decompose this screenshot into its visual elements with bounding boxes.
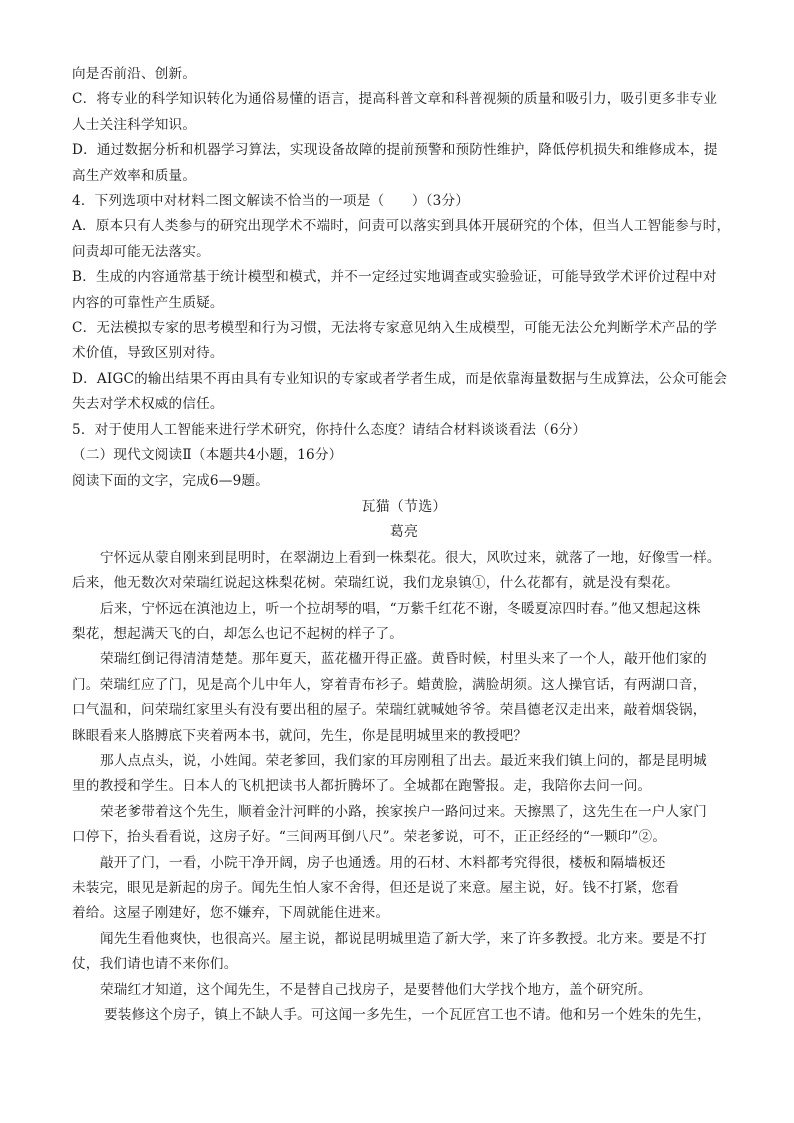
q4-option-a-line-1: A．原本只有人类参与的研究出现学术不端时，问责可以落实到具体开展研究的个体，但当人工智能参与时， bbox=[72, 218, 731, 235]
option-d-line-2: 高生产效率和质量。 bbox=[72, 167, 197, 184]
q4-option-c-line-2: 术价值，导致区别对待。 bbox=[72, 345, 224, 362]
paragraph-line: 口气温和，问荣瑞红家里头有没有要出租的屋子。荣瑞红就喊她爷爷。荣昌德老汉走出来，敲着烟袋锅， bbox=[72, 702, 707, 719]
paragraph-line: 梨花，想起满天飞的白，却怎么也记不起树的样子了。 bbox=[72, 625, 404, 642]
article-author: 葛亮 bbox=[389, 524, 419, 541]
paragraph-line: 未装完，眼见是新起的房子。闻先生怕人家不舍得，但还是说了来意。屋主说，好。钱不打紧，您看 bbox=[72, 880, 679, 896]
q4-option-b-line-1: B．生成的内容通常基于统计模型和模式，并不一定经过实地调查或实验验证，可能导致学术评价过程中对 bbox=[72, 269, 717, 286]
q4-option-a-line-2: 问责却可能无法落实。 bbox=[72, 243, 210, 260]
paragraph-line: 着给。这屋子刚建好，您不嫌弃，下周就能住进来。 bbox=[72, 905, 390, 922]
section-heading: （二）现代文阅读Ⅱ（本题共4小题，16分） bbox=[72, 447, 343, 464]
paragraph-line: 要装修这个房子，镇上不缺人手。可这闻一多先生，一个瓦匠宫工也不请。他和另一个姓朱的先生， bbox=[104, 1007, 711, 1024]
q4-option-d-line-2: 失去对学术权威的信任。 bbox=[72, 396, 224, 413]
article-body bbox=[72, 546, 736, 1029]
paragraph-line: 口停下，抬头看看说，这房子好。“三间两耳倒八尺”。荣老爹说，可不，正正经经的“一颗印”②。 bbox=[72, 829, 667, 846]
option-d-line-1: D．通过数据分析和机器学习算法，实现设备故障的提前预警和预防性维护，降低停机损失和维修成本，提 bbox=[72, 142, 718, 159]
question-4: 4．下列选项中对材料二图文解读不恰当的一项是（ ）（3分） bbox=[72, 193, 470, 210]
text-line: 向是否前沿、创新。 bbox=[72, 66, 197, 82]
paragraph-line: 宁怀远从蒙自刚来到昆明时，在翠湖边上看到一株梨花。很大，风吹过来，就落了一地，好像雪一样。 bbox=[100, 549, 721, 566]
questions-section bbox=[72, 62, 736, 494]
paragraph-line: 敲开了门，一看，小院干净开阔，房子也通透。用的石材、木料都考究得很，楼板和隔墙板还 bbox=[100, 854, 666, 871]
paragraph-line: 荣瑞红倒记得清清楚楚。那年夏天，蓝花楹开得正盛。黄昏时候，村里头来了一个人，敲开他们家的 bbox=[100, 651, 707, 668]
paragraph-line: 那人点点头，说，小姓闻。荣老爹回，我们家的耳房刚租了出去。最近来我们镇上问的，都是昆明城 bbox=[100, 752, 707, 769]
paragraph-line: 门。荣瑞红应了门，见是高个儿中年人，穿着青布衫子。蜡黄脸，满脸胡须。这人操官话，有两湖口音， bbox=[72, 676, 707, 693]
paragraph-line: 荣瑞红才知道，这个闻先生，不是替自己找房子，是要替他们大学找个地方，盖个研究所。 bbox=[100, 981, 652, 998]
paragraph-line: 荣老爹带着这个先生，顺着金汁河畔的小路，挨家挨户一路问过来。天擦黑了，这先生在一户人家门 bbox=[100, 803, 707, 820]
paragraph-line: 闻先生看他爽快，也很高兴。屋主说，都说昆明城里造了新大学，来了许多教授。北方来。要是不打 bbox=[100, 930, 707, 947]
question-5: 5．对于使用人工智能来进行学术研究，你持什么态度？请结合材料谈谈看法（6分） bbox=[72, 421, 587, 438]
option-c-line-2: 人士关注科学知识。 bbox=[72, 116, 197, 133]
q4-option-d-line-1: D．AIGC的输出结果不再由具有专业知识的专家或者学者生成，而是依靠海量数据与生成算法，公众可能会 bbox=[72, 370, 728, 387]
option-c-line-1: C．将专业的科学知识转化为通俗易懂的语言，提高科普文章和科普视频的质量和吸引力，吸引更多非专业 bbox=[72, 91, 718, 108]
q4-option-b-line-2: 内容的可靠性产生质疑。 bbox=[72, 294, 224, 311]
paragraph-line: 后来，宁怀远在滇池边上，听一个拉胡琴的唱，“万紫千红花不谢，冬暖夏凉四时春。”他又想起这株 bbox=[100, 600, 701, 617]
paragraph-line: 里的教授和学生。日本人的飞机把读书人都折腾坏了。全城都在跑警报。走，我陪你去问一问。 bbox=[72, 778, 652, 795]
q4-option-c-line-1: C．无法模拟专家的思考模型和行为习惯，无法将专家意见纳入生成模型，可能无法公允判断学术产品的学 bbox=[72, 320, 718, 337]
paragraph-line: 仗，我们请也请不来你们。 bbox=[72, 956, 238, 973]
paragraph-line: 眯眼看来人胳膊底下夹着两本书，就问，先生，你是昆明城里来的教授吧？ bbox=[72, 727, 528, 744]
paragraph-line: 后来，他无数次对荣瑞红说起这株梨花树。荣瑞红说，我们龙泉镇①，什么花都有，就是没有梨花。 bbox=[72, 575, 679, 592]
article-title: 瓦猫（节选） bbox=[361, 498, 447, 515]
reading-instruction: 阅读下面的文字，完成6—9题。 bbox=[72, 472, 270, 489]
